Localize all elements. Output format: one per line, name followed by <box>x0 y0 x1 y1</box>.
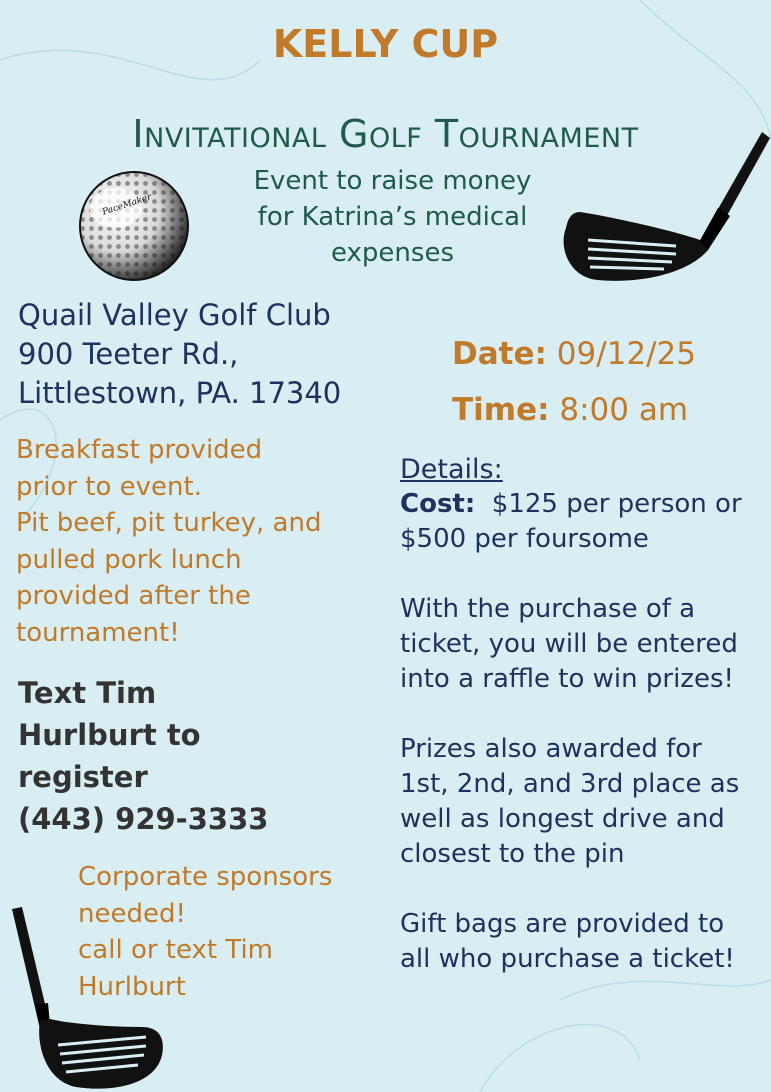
date-time-block <box>452 334 696 446</box>
prizes-line: well as longest drive and <box>400 804 725 834</box>
food-line: tournament! <box>16 617 180 648</box>
time-label: Time: <box>452 392 550 428</box>
cost-value-2: $500 per foursome <box>400 524 649 554</box>
register-phone: (443) 929-3333 <box>18 802 269 836</box>
purpose-line: Event to raise money <box>253 166 532 196</box>
purpose-line: expenses <box>331 238 454 268</box>
food-line: prior to event. <box>16 471 202 502</box>
raffle-line: With the purchase of a <box>400 594 696 624</box>
venue-block <box>18 296 341 413</box>
food-line: provided after the <box>16 581 251 612</box>
prizes-line: Prizes also awarded for <box>400 734 702 764</box>
venue-street: 900 Teeter Rd., <box>18 337 239 371</box>
purpose-line: for Katrina’s medical <box>257 202 528 232</box>
cost-paragraph <box>400 487 770 557</box>
time-row <box>452 390 696 446</box>
event-subtitle: Invitational Golf Tournament <box>132 112 639 156</box>
food-line: pulled pork lunch <box>16 544 242 575</box>
cost-value-1: $125 per person or <box>491 489 742 519</box>
golf-club-icon <box>558 128 771 288</box>
event-title: KELLY CUP <box>272 22 499 66</box>
ball-brand-text: PaceMaker <box>101 192 153 218</box>
golf-club-icon <box>6 905 166 1092</box>
prizes-line: 1st, 2nd, and 3rd place as <box>400 769 740 799</box>
cost-line <box>400 487 770 522</box>
sponsor-line: needed! <box>78 898 186 929</box>
venue-name: Quail Valley Golf Club <box>18 298 331 332</box>
date-label: Date: <box>452 336 547 372</box>
time-value: 8:00 am <box>559 392 689 428</box>
gift-line: all who purchase a ticket! <box>400 944 735 974</box>
raffle-line: into a raffle to win prizes! <box>400 664 734 694</box>
gift-paragraph <box>400 907 770 977</box>
prizes-paragraph <box>400 732 770 872</box>
date-row <box>452 334 696 390</box>
register-info <box>18 672 268 840</box>
food-info <box>16 432 376 652</box>
prizes-line: closest to the pin <box>400 839 625 869</box>
venue-city: Littlestown, PA. 17340 <box>18 376 342 410</box>
food-line: Pit beef, pit turkey, and <box>16 508 322 539</box>
event-purpose <box>225 163 560 271</box>
register-line: register <box>18 760 148 794</box>
raffle-paragraph <box>400 592 770 697</box>
date-value: 09/12/25 <box>556 336 696 372</box>
register-line: Hurlburt to <box>18 718 201 752</box>
golf-ball-icon <box>78 170 190 282</box>
raffle-line: ticket, you will be entered <box>400 629 738 659</box>
sponsor-line: Corporate sponsors <box>78 862 333 892</box>
food-line: Breakfast provided <box>16 435 263 465</box>
sponsor-line: Hurlburt <box>78 971 186 1002</box>
gift-line: Gift bags are provided to <box>400 909 725 939</box>
details-block <box>400 452 770 1012</box>
details-heading: Details: <box>400 454 503 485</box>
cost-label: Cost: <box>400 489 476 519</box>
sponsor-line: call or text Tim <box>78 935 274 966</box>
register-line: Text Tim <box>18 676 157 710</box>
